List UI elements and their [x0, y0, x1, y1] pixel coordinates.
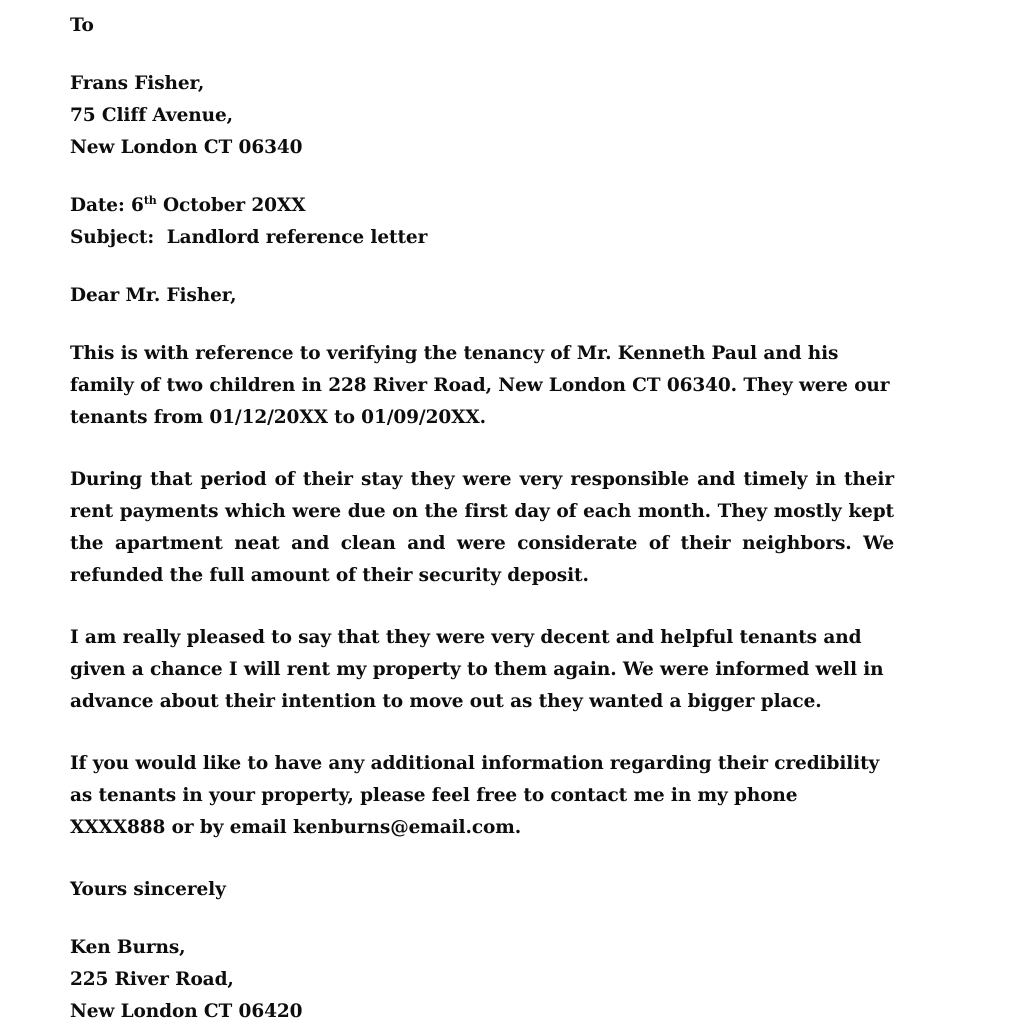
recipient-address-block: [70, 68, 894, 164]
body-paragraph-1: This is with reference to verifying the tenancy of Mr. Kenneth Paul and his family of two children in 228 River Road, New London CT 06340. They were our tenants from 01/12/20XX to 01/09/20XX.: [70, 343, 890, 428]
body-paragraph-2: During that period of their stay they were very responsible and timely in their rent payments which were due on the first day of each month. They mostly kept the apartment neat and clean and were considerate of their neighbors. We refunded the full amount of their security deposit.: [70, 469, 894, 586]
recipient-heading-block: [70, 10, 894, 42]
recipient-name: Frans Fisher,: [70, 73, 205, 94]
date-label: Date:: [70, 195, 125, 216]
subject-spacer: [154, 227, 167, 248]
recipient-street: 75 Cliff Avenue,: [70, 105, 233, 126]
body-paragraph-4: If you would like to have any additional information regarding their credibility as tenants in your property, please feel free to contact me in my phone XXXX888 or by email kenburns@email.com.: [70, 753, 880, 838]
sender-street: 225 River Road,: [70, 969, 234, 990]
greeting: Dear Mr. Fisher,: [70, 285, 237, 306]
closing-block: [70, 874, 894, 906]
subject-line: [70, 222, 894, 254]
spacer: [70, 906, 894, 932]
spacer: [70, 254, 894, 280]
recipient-city-state-zip: New London CT 06340: [70, 137, 303, 158]
spacer: [70, 592, 894, 622]
subject-value: Landlord reference letter: [166, 227, 428, 248]
sender-city-state-zip: New London CT 06420: [70, 1001, 303, 1022]
to-heading: To: [70, 15, 94, 36]
date-day: 6: [131, 195, 144, 216]
body-paragraph-3: I am really pleased to say that they were very decent and helpful tenants and given a chance I will rent my property to them again. We were informed well in advance about their intention to move out as they wanted a bigger place.: [70, 627, 884, 712]
subject-label: Subject:: [70, 227, 155, 248]
spacer: [70, 434, 894, 464]
sender-name: Ken Burns,: [70, 937, 186, 958]
date-month-year: October 20XX: [163, 195, 306, 216]
sender-address-block: [70, 932, 894, 1028]
valediction: Yours sincerely: [70, 879, 226, 900]
spacer: [70, 42, 894, 68]
spacer: [70, 718, 894, 748]
date-ordinal-suffix: th: [143, 193, 157, 207]
date-line: [70, 190, 894, 222]
spacer: [70, 844, 894, 874]
spacer: [70, 312, 894, 338]
greeting-block: [70, 280, 894, 312]
letter-meta-block: [70, 190, 894, 254]
body-block: [70, 338, 894, 844]
spacer: [70, 164, 894, 190]
